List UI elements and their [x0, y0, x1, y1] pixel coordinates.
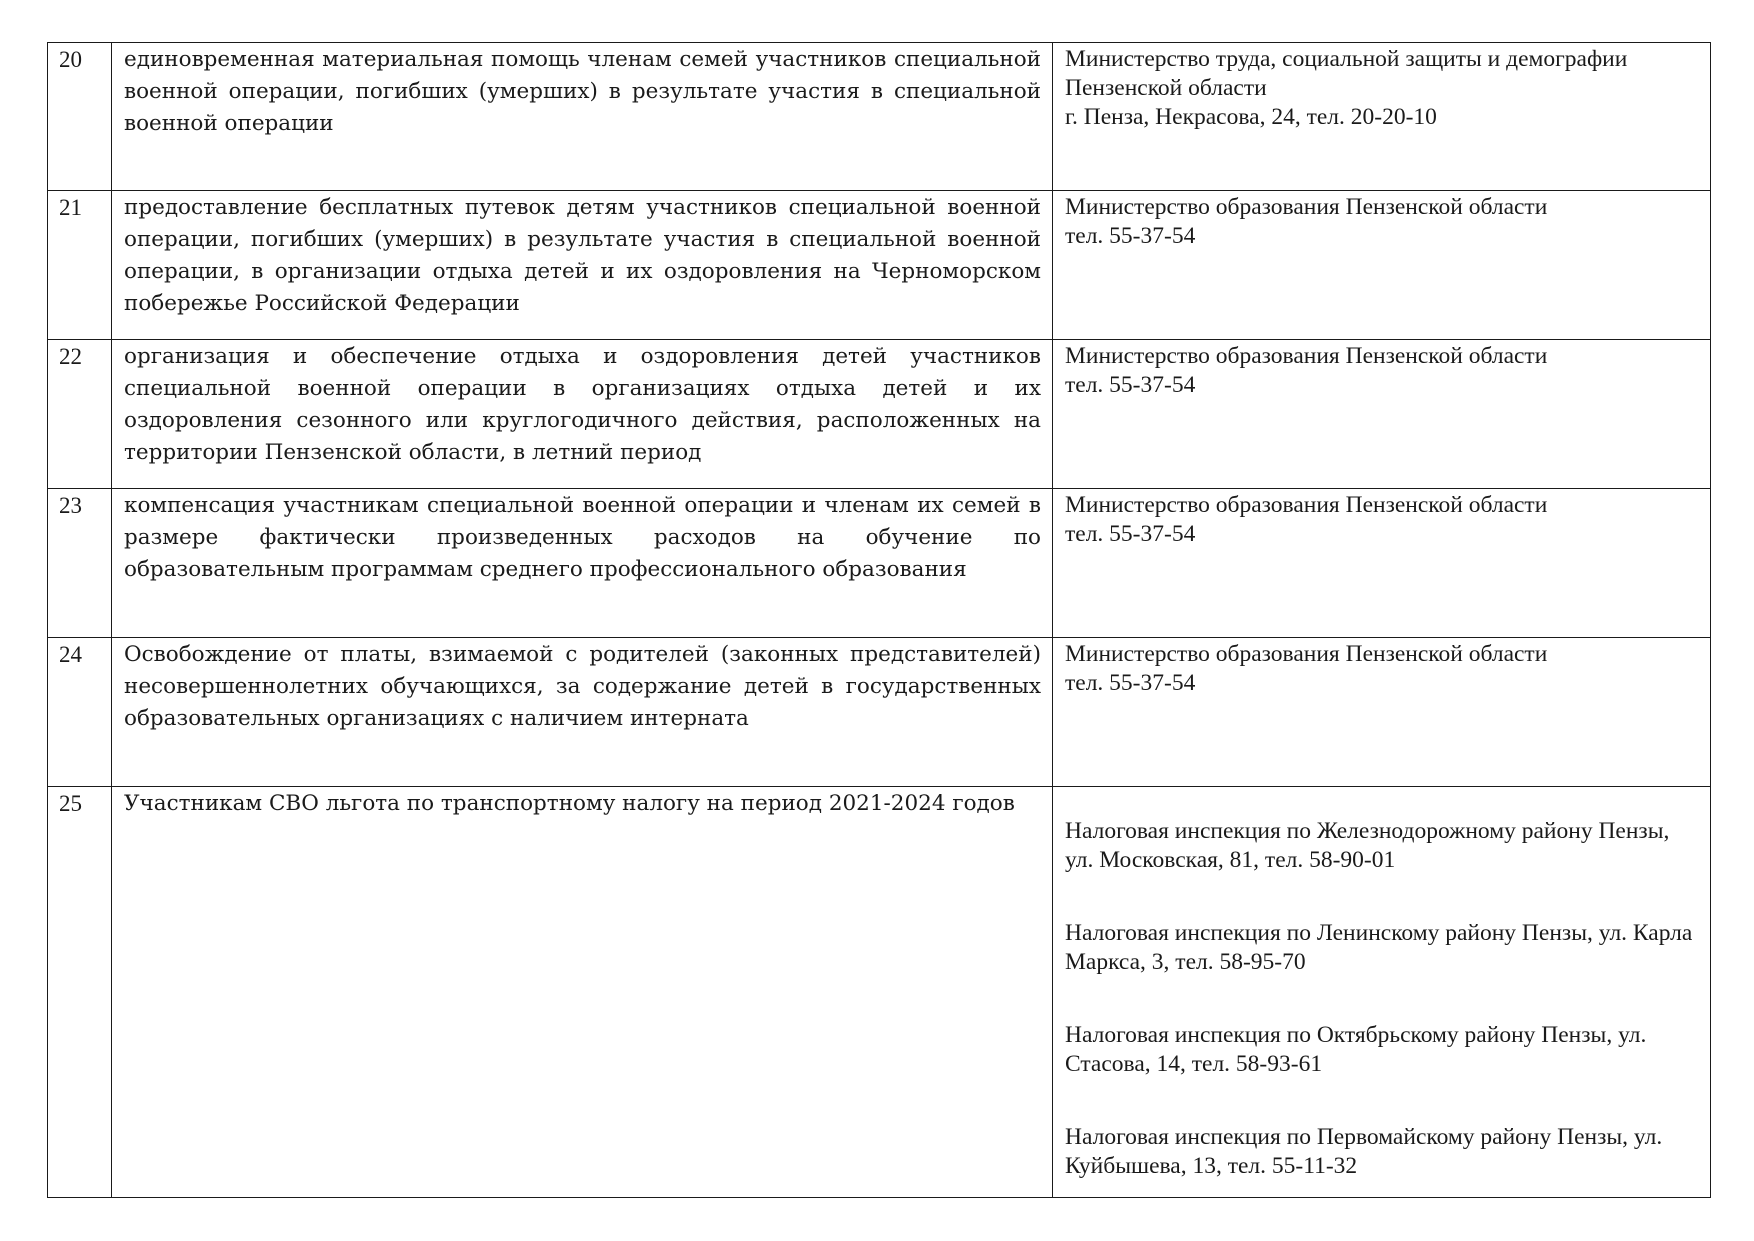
responsible-organization	[1053, 489, 1711, 638]
tax-office-entry: Налоговая инспекция по Ленинскому району Пензы, ул. Карла Маркса, 3, тел. 58-95-70	[1065, 920, 1693, 975]
tax-office-entry: Налоговая инспекция по Октябрьскому району Пензы, ул. Стасова, 14, тел. 58-93-61	[1065, 1022, 1647, 1077]
tax-office-entry: Налоговая инспекция по Первомайскому району Пензы, ул. Куйбышева, 13, тел. 55-11-32	[1065, 1124, 1663, 1179]
responsible-organization	[1053, 191, 1711, 340]
row-number: 22	[48, 340, 112, 489]
table-row	[48, 638, 1711, 787]
benefit-description: компенсация участникам специальной военной операции и членам их семей в размере фактически произведенных расходов на обучение по образовательным программам среднего профессионального образования	[112, 489, 1053, 638]
table-row	[48, 43, 1711, 191]
organization-contact: тел. 55-37-54	[1065, 223, 1196, 249]
row-number: 25	[48, 787, 112, 1198]
responsible-organization	[1053, 340, 1711, 489]
organization-name: Министерство образования Пензенской области	[1065, 641, 1548, 667]
row-number: 24	[48, 638, 112, 787]
row-number: 21	[48, 191, 112, 340]
benefit-description: организация и обеспечение отдыха и оздоровления детей участников специальной военной операции в организациях отдыха детей и их оздоровления сезонного или круглогодичного действия, расположенных на территории Пензенской области, в летний период	[112, 340, 1053, 489]
organization-name: Министерство образования Пензенской области	[1065, 492, 1548, 518]
row-number: 23	[48, 489, 112, 638]
benefit-description: предоставление бесплатных путевок детям участников специальной военной операции, погибших (умерших) в результате участия в специальной военной операции, в организации отдыха детей и их оздоровления на Черноморском побережье Российской Федерации	[112, 191, 1053, 340]
organization-name: Министерство образования Пензенской области	[1065, 194, 1548, 220]
benefits-table	[47, 42, 1711, 1198]
responsible-organization	[1053, 43, 1711, 191]
organization-name: Министерство образования Пензенской области	[1065, 343, 1548, 369]
row-number: 20	[48, 43, 112, 191]
organization-name: Министерство труда, социальной защиты и демографии Пензенской области	[1065, 46, 1628, 101]
organization-contact: г. Пенза, Некрасова, 24, тел. 20-20-10	[1065, 104, 1437, 130]
benefit-description: Освобождение от платы, взимаемой с родителей (законных представителей) несовершеннолетних обучающихся, за содержание детей в государственных образовательных организациях с наличием интерната	[112, 638, 1053, 787]
organization-contact: тел. 55-37-54	[1065, 372, 1196, 398]
table-row	[48, 191, 1711, 340]
benefit-description: Участникам СВО льгота по транспортному налогу на период 2021-2024 годов	[112, 787, 1053, 1198]
table-row	[48, 340, 1711, 489]
benefit-description: единовременная материальная помощь членам семей участников специальной военной операции, погибших (умерших) в результате участия в специальной военной операции	[112, 43, 1053, 191]
tax-office-entry: Налоговая инспекция по Железнодорожному району Пензы, ул. Московская, 81, тел. 58-90-01	[1065, 818, 1670, 873]
tax-offices-list	[1053, 787, 1711, 1198]
organization-contact: тел. 55-37-54	[1065, 670, 1196, 696]
responsible-organization	[1053, 638, 1711, 787]
table-row	[48, 489, 1711, 638]
organization-contact: тел. 55-37-54	[1065, 521, 1196, 547]
document-page	[47, 42, 1710, 1198]
table-row	[48, 787, 1711, 1198]
